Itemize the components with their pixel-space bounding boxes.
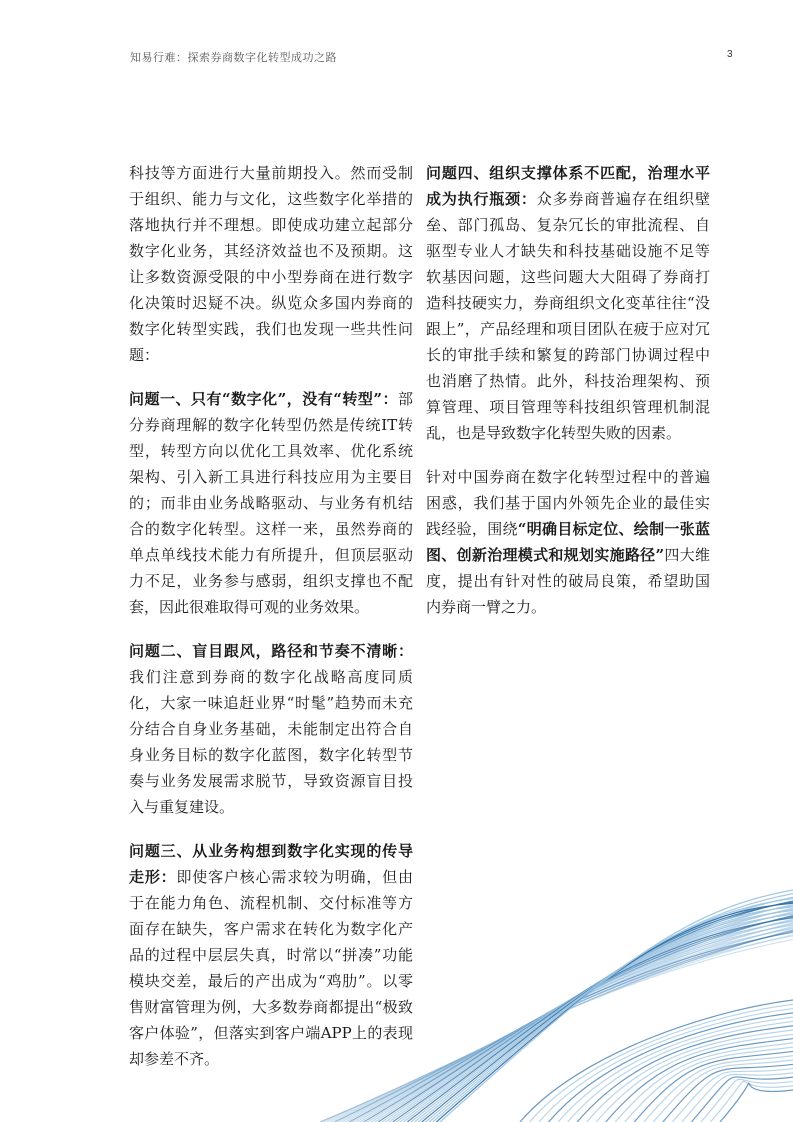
wave-line	[396, 905, 793, 1122]
wave-line	[407, 901, 793, 1122]
issue-1-title: 问题一、只有“数字化”，没有“转型”：	[129, 390, 398, 408]
wave-line	[549, 1013, 793, 1122]
wave-line	[371, 925, 793, 1122]
page-header	[130, 49, 733, 69]
wave-line	[539, 1009, 793, 1122]
wave-line	[720, 1083, 793, 1122]
wave-line	[382, 921, 793, 1122]
wave-line	[393, 918, 793, 1122]
issue-4-paragraph	[426, 160, 710, 446]
wave-line	[415, 910, 793, 1122]
wave-line	[404, 914, 793, 1122]
wave-line	[353, 919, 793, 1122]
wave-line	[440, 890, 793, 1122]
wave-line	[389, 913, 793, 1122]
wave-line	[634, 1051, 793, 1122]
wave-line	[520, 1000, 793, 1122]
wave-line	[375, 912, 793, 1122]
wave-line	[558, 1017, 793, 1122]
wave-line	[425, 907, 793, 1122]
wave-line	[400, 909, 793, 1122]
wave-line	[625, 1047, 793, 1122]
wave-line	[691, 1077, 793, 1122]
wave-line	[568, 1021, 793, 1122]
wave-line	[587, 1030, 793, 1122]
wave-line	[349, 932, 793, 1122]
intro-paragraph	[129, 160, 413, 368]
wave-line	[644, 1056, 793, 1122]
wave-line	[360, 929, 793, 1122]
wave-line	[530, 1004, 793, 1122]
wave-line	[367, 920, 793, 1122]
wave-line	[429, 894, 793, 1122]
issue-1-paragraph	[129, 386, 413, 620]
wave-line	[356, 924, 793, 1122]
issue-2-body: 我们注意到券商的数字化战略高度同质化，大家一味追赶业界“时髦”趋势而未充分结合自身业务基础，未能制定出符合自身业务目标的数字化蓝图，数字化转型节奏与业务发展需求脱节，导致资源盲目投入与重复建设。	[129, 668, 413, 816]
wave-line	[411, 906, 793, 1122]
right-column	[426, 160, 710, 638]
wave-line	[422, 902, 793, 1122]
wave-line	[682, 1073, 793, 1122]
header-title: 知易行难：探索券商数字化转型成功之路	[130, 51, 337, 64]
wave-line	[653, 1060, 793, 1122]
wave-line	[378, 917, 793, 1122]
issue-2-title: 问题二、盲目跟风，路径和节奏不清晰：	[129, 642, 413, 660]
conclusion-pre: 针对中国券商在数字化转型过程中的普遍困惑，我们基于国内外领先企业的最佳实践经验，围绕	[426, 468, 710, 538]
wave-line	[701, 1079, 793, 1122]
wave-line	[418, 897, 793, 1122]
intro-text: 科技等方面进行大量前期投入。然而受制于组织、能力与文化，这些数字化举措的落地执行并不理想。即使成功建立起部分数字化业务，其经济效益也不及预期。这让多数资源受限的中小型券商在进行数字化决策时迟疑不决。纵览众多国内券商的数字化转型实践，我们也发现一些共性问题：	[129, 164, 413, 364]
wave-line	[433, 898, 793, 1122]
wave-line	[672, 1069, 793, 1122]
issue-2-paragraph	[129, 638, 413, 820]
conclusion-paragraph	[426, 464, 710, 620]
wave-line	[663, 1064, 793, 1122]
wave-line	[436, 903, 793, 1122]
wave-line	[615, 1043, 793, 1122]
page-number: 3	[726, 49, 733, 60]
wave-line	[596, 1034, 793, 1122]
conclusion-post: 四大维度，提出有针对性的破局良策，希望助国内券商一臂之力。	[426, 546, 710, 616]
wave-line	[385, 908, 793, 1122]
issue-3-paragraph	[129, 838, 413, 1072]
issue-4-body: 众多券商普遍存在组织壁垒、部门孤岛、复杂冗长的审批流程、自驱型专业人才缺失和科技基础设施不足等软基因问题，这些问题大大阻碍了券商打造科技硬实力，券商组织文化变革往往“没跟上”，产品经理和项目团队在疲于应对冗长的审批手续和繁复的跨部门协调过程中也消磨了热情。此外，科技治理架构、预算管理、项目管理等科技组织管理机制混乱，也是导致数字化转型失败的因素。	[426, 190, 710, 442]
wave-line	[710, 1081, 793, 1122]
wave-line	[606, 1039, 793, 1122]
issue-1-body: 部分券商理解的数字化转型仍然是传统IT转型，转型方向以优化工具效率、优化系统架构、引入新工具进行科技应用为主要目的；而非由业务战略驱动、与业务有机结合的数字化转型。这样一来，虽然券商的单点单线技术能力有所提升，但顶层驱动力不足，业务参与感弱，组织支撑也不配套，因此很难取得可观的业务效果。	[129, 390, 413, 616]
issue-3-body: 即使客户核心需求较为明确，但由于在能力角色、流程机制、交付标准等方面存在缺失，客户需求在转化为数字化产品的过程中层层失真，时常以“拼凑”功能模块交差，最后的产出成为“鸡肋”。以零售财富管理为例，大多数券商都提出“极致客户体验”，但落实到客户端APP上的表现却参差不齐。	[129, 868, 413, 1068]
issue-3-title: 问题三、从业务构想到数字化实现的传导走形：	[129, 842, 413, 886]
left-column	[129, 160, 413, 1090]
conclusion-bold: “明确目标定位、绘制一张蓝图、创新治理模式和规划实施路径”	[426, 520, 710, 564]
issue-4-title: 问题四、组织支撑体系不匹配，治理水平成为执行瓶颈：	[426, 164, 710, 208]
wave-line	[577, 1026, 793, 1122]
wave-line	[364, 915, 793, 1122]
